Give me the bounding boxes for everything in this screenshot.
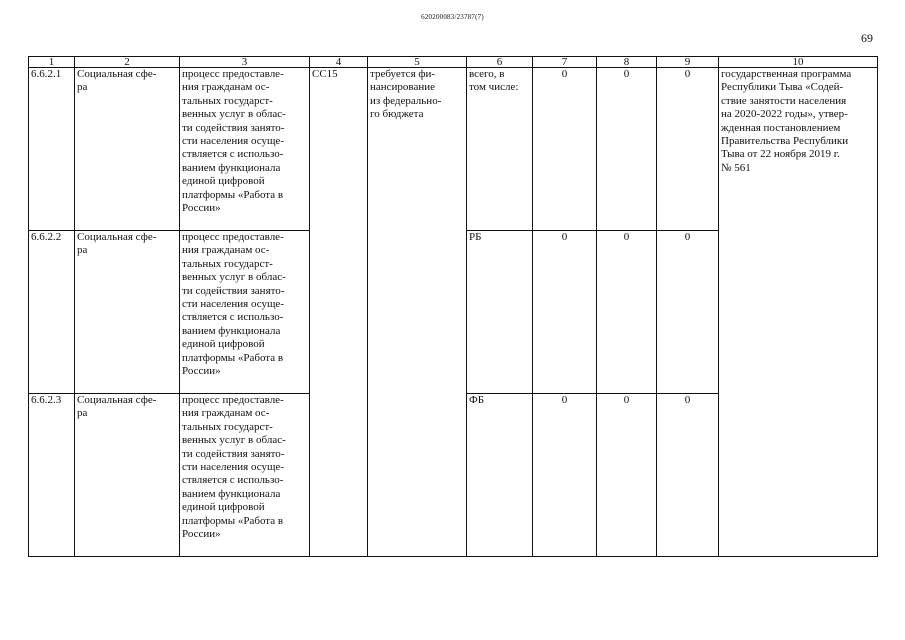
column-header: 7: [533, 57, 597, 68]
value-cell: 0: [657, 394, 719, 557]
document-id: 620200083/23787(7): [421, 13, 484, 21]
code-cell: СС15: [310, 68, 368, 557]
source-cell: ФБ: [467, 394, 533, 557]
value-cell: 0: [533, 68, 597, 231]
source-cell: РБ: [467, 231, 533, 394]
value-cell: 0: [533, 231, 597, 394]
process-cell: процесс предоставле- ния гражданам ос- тальных государст- венных услуг в облас- ти содействия занято- сти населения осуще- ствляется с использо- ванием функционала единой цифровой платформы «Работа в России»: [180, 68, 310, 231]
value-cell: 0: [657, 68, 719, 231]
value-cell: 0: [533, 394, 597, 557]
sphere-cell: Социальная сфе- ра: [75, 68, 180, 231]
value-cell: 0: [597, 68, 657, 231]
process-cell: процесс предоставле- ния гражданам ос- тальных государст- венных услуг в облас- ти содействия занято- сти населения осуще- ствляется с использо- ванием функционала единой цифровой платформы «Работа в России»: [180, 231, 310, 394]
column-number-row: [29, 57, 878, 68]
source-cell: всего, в том числе:: [467, 68, 533, 231]
program-reference-cell: государственная программа Республики Тыва «Содей- ствие занятости населения на 2020-2022 годы», утвер- жденная постановлением Правительства Республики Тыва от 22 ноября 2019 г. № 561: [719, 68, 878, 557]
column-header: 10: [719, 57, 878, 68]
column-header: 6: [467, 57, 533, 68]
page-number: 69: [861, 31, 873, 45]
row-number: 6.6.2.1: [29, 68, 75, 231]
sphere-cell: Социальная сфе- ра: [75, 394, 180, 557]
financing-cell: требуется фи- нансирование из федерально- го бюджета: [368, 68, 467, 557]
column-header: 3: [180, 57, 310, 68]
row-number: 6.6.2.2: [29, 231, 75, 394]
column-header: 1: [29, 57, 75, 68]
column-header: 9: [657, 57, 719, 68]
column-header: 2: [75, 57, 180, 68]
column-header: 4: [310, 57, 368, 68]
column-header: 8: [597, 57, 657, 68]
table-row: [29, 68, 878, 231]
value-cell: 0: [597, 394, 657, 557]
value-cell: 0: [597, 231, 657, 394]
program-table: [28, 56, 878, 557]
row-number: 6.6.2.3: [29, 394, 75, 557]
process-cell: процесс предоставле- ния гражданам ос- тальных государст- венных услуг в облас- ти содействия занято- сти населения осуще- ствляется с использо- ванием функционала единой цифровой платформы «Работа в России»: [180, 394, 310, 557]
column-header: 5: [368, 57, 467, 68]
sphere-cell: Социальная сфе- ра: [75, 231, 180, 394]
value-cell: 0: [657, 231, 719, 394]
